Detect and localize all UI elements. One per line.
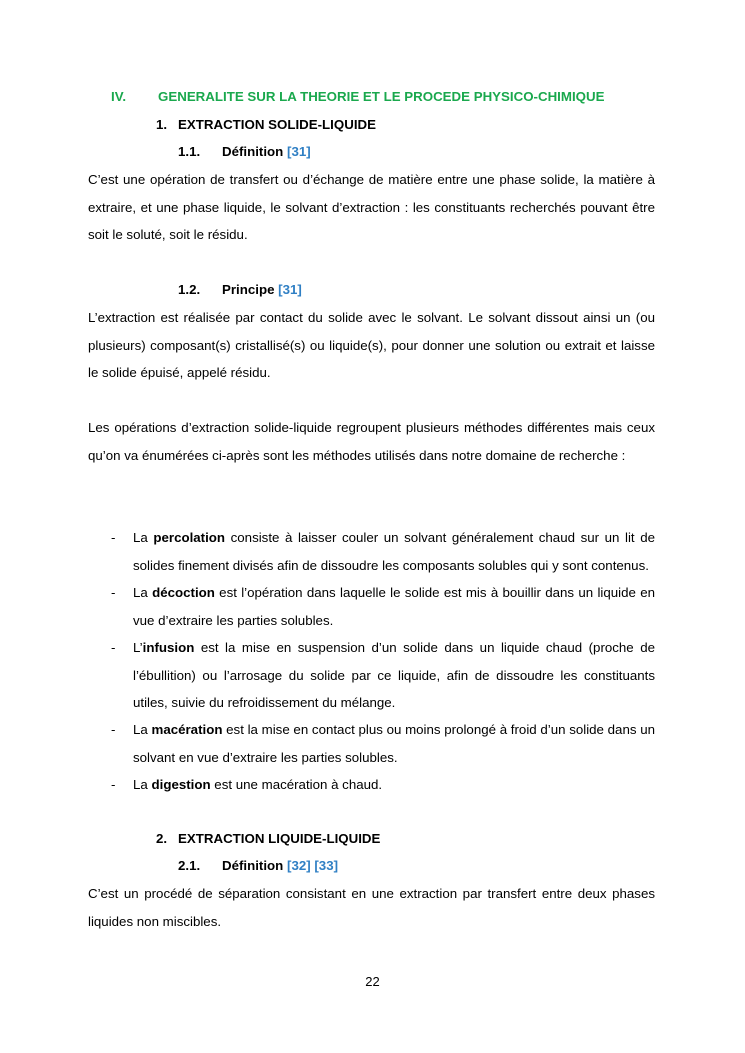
list-dash: -: [111, 640, 116, 655]
list-item: [133, 716, 655, 771]
list-item-term: percolation: [153, 530, 226, 545]
list-item-prefix: La: [133, 530, 154, 545]
principe-heading: [222, 281, 302, 299]
subsection1-number: 1.: [156, 117, 168, 132]
definition-2-title: Définition: [222, 858, 284, 873]
definition-2-heading: [222, 857, 338, 875]
list-item-prefix: La: [133, 585, 153, 600]
definition-1-citation: [31]: [287, 144, 311, 159]
subsection1-title: EXTRACTION SOLIDE-LIQUIDE: [178, 117, 376, 132]
list-item-text: est l’opération dans laquelle le solide est mis à bouillir dans un liquide en vue d’extraire les parties solubles.: [133, 585, 655, 628]
subsection2-number: 2.: [156, 831, 168, 846]
list-dash: -: [111, 585, 116, 600]
list-item-prefix: L’: [133, 640, 143, 655]
list-item-prefix: La: [133, 777, 152, 792]
list-item-text: est la mise en suspension d’un solide dans un liquide chaud (proche de l’ébullition) ou l’arrosage du solide par ce liquide, afin de dissoudre les constituants utiles, suivie du refroidissement du mélange.: [133, 640, 655, 710]
list-item-text: est la mise en contact plus ou moins prolongé à froid d’un solide dans un solvant en vue d’extraire les parties solubles.: [133, 722, 655, 765]
definition-2-number: 2.1.: [178, 858, 201, 873]
definition-1-paragraph: C’est une opération de transfert ou d’échange de matière entre une phase solide, la matière à extraire, et une phase liquide, le solvant d’extraction : les constituants recherchés pouvant être soit le soluté, soit le résidu.: [88, 172, 655, 242]
operations-paragraph: Les opérations d’extraction solide-liquide regroupent plusieurs méthodes différentes mais ceux qu’on va énumérées ci-après sont les méthodes utilisés dans notre domaine de recherche :: [88, 420, 655, 463]
definition-2-citation-1: [32]: [287, 858, 311, 873]
list-item-term: décoction: [152, 585, 215, 600]
list-item-text: consiste à laisser couler un solvant généralement chaud sur un lit de solides finement divisés afin de dissoudre les composants solubles qui y sont contenus.: [133, 530, 655, 573]
list-dash: -: [111, 530, 116, 545]
definition-1-number: 1.1.: [178, 144, 201, 159]
list-item-term: macération: [151, 722, 223, 737]
definition-2-citation-2: [33]: [314, 858, 339, 873]
section-number: IV.: [111, 89, 127, 104]
list-item-term: digestion: [151, 777, 211, 792]
list-item-term: infusion: [142, 640, 195, 655]
list-dash: -: [111, 722, 116, 737]
definition-1-title: Définition: [222, 144, 284, 159]
principe-citation: [31]: [278, 282, 302, 297]
principe-title: Principe: [222, 282, 275, 297]
principe-number: 1.2.: [178, 282, 201, 297]
definition-2-paragraph: C’est un procédé de séparation consistant en une extraction par transfert entre deux phases liquides non miscibles.: [88, 886, 655, 929]
principe-paragraph: L’extraction est réalisée par contact du solide avec le solvant. Le solvant dissout ainsi un (ou plusieurs) composant(s) cristallisé(s) ou liquide(s), pour donner une solution ou extrait et laisse le solide épuisé, appelé résidu.: [88, 310, 655, 380]
list-item: [133, 579, 655, 634]
list-item-text: est une macération à chaud.: [210, 777, 383, 792]
page-number: 22: [365, 974, 380, 989]
list-item: [133, 634, 655, 717]
list-item: [133, 771, 655, 799]
section-title: GENERALITE SUR LA THEORIE ET LE PROCEDE PHYSICO-CHIMIQUE: [158, 89, 605, 104]
list-item-prefix: La: [133, 722, 152, 737]
subsection2-title: EXTRACTION LIQUIDE-LIQUIDE: [178, 831, 381, 846]
definition-1-heading: [222, 143, 311, 161]
list-item: [133, 524, 655, 579]
list-dash: -: [111, 777, 116, 792]
